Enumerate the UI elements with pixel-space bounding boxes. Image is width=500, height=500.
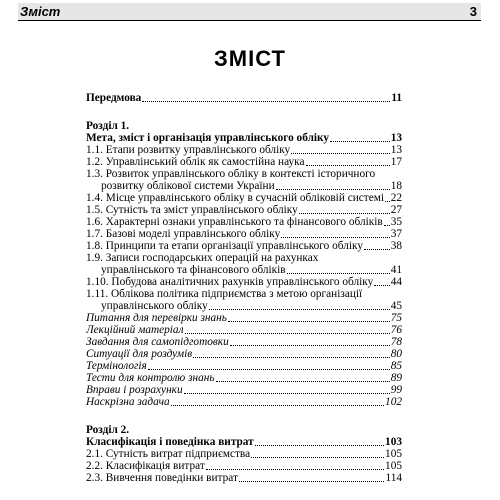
dot-leader — [374, 284, 389, 286]
toc-entry-text: 2.3. Вивчення поведінки витрат — [86, 472, 238, 484]
toc-entry-extra[interactable] — [86, 384, 402, 396]
toc-entry[interactable] — [86, 240, 402, 252]
toc-entry-text: управлінського та фінансового обліків — [101, 264, 286, 276]
toc-entry-text: Ситуації для роздумів — [86, 348, 193, 360]
header-page-number: 3 — [469, 4, 477, 19]
toc-entry-text: Лекційний матеріал — [86, 324, 184, 336]
toc-entry-page: 13 — [390, 132, 402, 144]
dot-leader — [193, 356, 390, 358]
toc-entry-extra[interactable] — [86, 372, 402, 384]
header-title: Зміст — [20, 4, 61, 19]
dot-leader — [281, 236, 389, 238]
page-title: ЗМІСТ — [214, 46, 286, 71]
spacer — [86, 408, 402, 416]
toc-entry-page: 11 — [391, 92, 402, 104]
dot-leader — [184, 392, 390, 394]
toc-entry-extra[interactable] — [86, 396, 402, 408]
dot-leader — [384, 224, 390, 226]
dot-leader — [276, 188, 390, 190]
toc-entry-text: 1.6. Характерні ознаки управлінського та фінансового обліків — [86, 216, 383, 228]
toc-entry[interactable] — [86, 204, 402, 216]
toc-entry-page: 89 — [390, 372, 402, 384]
toc-entry-page: 75 — [390, 312, 402, 324]
toc-entry-page: 44 — [390, 276, 402, 288]
spacer — [86, 104, 402, 112]
toc-entry-text: 1.9. Записи господарських операцій на рахунках — [86, 252, 319, 264]
dot-leader — [209, 308, 390, 310]
toc-entry-page: 76 — [390, 324, 402, 336]
toc-entry[interactable] — [86, 448, 402, 460]
toc-entry-page: 18 — [390, 180, 402, 192]
toc-entry-text: Передмова — [86, 92, 142, 104]
dot-leader — [385, 200, 390, 202]
toc-entry-page: 78 — [390, 336, 402, 348]
toc-entry-extra[interactable] — [86, 324, 402, 336]
toc-entry-page: 105 — [385, 448, 402, 460]
toc-entry-text: 1.7. Базові моделі управлінського обліку — [86, 228, 281, 240]
table-of-contents — [86, 92, 402, 484]
dot-leader — [185, 332, 390, 334]
toc-entry[interactable] — [86, 192, 402, 204]
dot-leader — [148, 368, 390, 370]
toc-entry[interactable] — [86, 156, 402, 168]
toc-entry[interactable] — [86, 460, 402, 472]
toc-entry[interactable] — [86, 276, 402, 288]
dot-leader — [299, 212, 390, 214]
toc-entry-page: 45 — [390, 300, 402, 312]
toc-entry-page: 114 — [385, 472, 402, 484]
toc-entry-page: 17 — [390, 156, 402, 168]
toc-entry-text: 1.8. Принципи та етапи організації управлінського обліку — [86, 240, 363, 252]
toc-entry-page: 27 — [390, 204, 402, 216]
toc-entry-page: 102 — [385, 396, 402, 408]
toc-entry-text: Термінологія — [86, 360, 147, 372]
toc-entry-text: 1.11. Облікова політика підприємства з метою організації — [86, 288, 363, 300]
dot-leader — [228, 320, 390, 322]
toc-entry-text: Класифікація і поведінка витрат — [86, 436, 254, 448]
toc-entry-text: управлінського обліку — [101, 300, 208, 312]
toc-entry-extra[interactable] — [86, 336, 402, 348]
toc-section-title[interactable] — [86, 132, 402, 144]
toc-entry-page: 85 — [390, 360, 402, 372]
dot-leader — [239, 480, 385, 482]
toc-entry[interactable] — [86, 264, 402, 276]
toc-entry-line1[interactable] — [86, 288, 402, 300]
toc-entry-page: 38 — [390, 240, 402, 252]
dot-leader — [171, 404, 384, 406]
toc-entry-extra[interactable] — [86, 348, 402, 360]
toc-entry-page: 103 — [385, 436, 402, 448]
toc-entry-text: Тести для контролю знань — [86, 372, 215, 384]
dot-leader — [364, 248, 390, 250]
toc-entry-page: 22 — [390, 192, 402, 204]
toc-entry-page: 37 — [390, 228, 402, 240]
dot-leader — [251, 456, 384, 458]
toc-entry-text: Завдання для самопідготовки — [86, 336, 229, 348]
dot-leader — [306, 164, 390, 166]
running-header — [18, 3, 481, 21]
toc-entry[interactable] — [86, 180, 402, 192]
toc-entry-line1[interactable] — [86, 252, 402, 264]
toc-section-title[interactable] — [86, 436, 402, 448]
toc-entry-page: 80 — [390, 348, 402, 360]
dot-leader — [255, 444, 384, 446]
dot-leader — [291, 152, 390, 154]
toc-entry[interactable] — [86, 472, 402, 484]
toc-entry-text: Мета, зміст і організація управлінського обліку — [86, 132, 330, 144]
toc-entry[interactable] — [86, 300, 402, 312]
toc-entry-preface[interactable] — [86, 92, 402, 104]
toc-entry-text: Вправи і розрахунки — [86, 384, 183, 396]
toc-entry-text: 1.10. Побудова аналітичних рахунків управлінського обліку — [86, 276, 374, 288]
toc-entry-extra[interactable] — [86, 360, 402, 372]
toc-entry-text: Наскрізна задача — [86, 396, 170, 408]
toc-entry-text: 1.4. Місце управлінського обліку в сучасній обліковій системі — [86, 192, 385, 204]
section-heading: Розділ 2. — [86, 424, 130, 436]
dot-leader — [287, 272, 390, 274]
toc-entry-extra[interactable] — [86, 312, 402, 324]
toc-entry-text: Питання для перевірки знань — [86, 312, 227, 324]
toc-entry-text: 2.1. Сутність витрат підприємства — [86, 448, 251, 460]
toc-entry-page: 41 — [390, 264, 402, 276]
dot-leader — [216, 380, 390, 382]
toc-entry[interactable] — [86, 216, 402, 228]
toc-entry-text: розвитку облікової системи України — [101, 180, 275, 192]
toc-entry-page: 35 — [390, 216, 402, 228]
dot-leader — [142, 100, 390, 102]
toc-entry-text: 1.3. Розвиток управлінського обліку в контексті історичного — [86, 168, 376, 180]
spacer — [86, 112, 402, 120]
toc-entry[interactable] — [86, 228, 402, 240]
dot-leader — [230, 344, 390, 346]
section-heading: Розділ 1. — [86, 120, 130, 132]
toc-entry-text: 1.2. Управлінський облік як самостійна наука — [86, 156, 305, 168]
toc-entry-text: 1.1. Етапи розвитку управлінського обліку — [86, 144, 291, 156]
toc-entry-page: 13 — [390, 144, 402, 156]
toc-entry-line1[interactable] — [86, 168, 402, 180]
spacer — [86, 416, 402, 424]
toc-entry-page: 99 — [390, 384, 402, 396]
toc-entry-text: 1.5. Сутність та зміст управлінського обліку — [86, 204, 298, 216]
toc-entry[interactable] — [86, 144, 402, 156]
dot-leader — [206, 468, 384, 470]
toc-entry-text: 2.2. Класифікація витрат — [86, 460, 205, 472]
dot-leader — [330, 140, 390, 142]
toc-entry-page: 105 — [385, 460, 402, 472]
